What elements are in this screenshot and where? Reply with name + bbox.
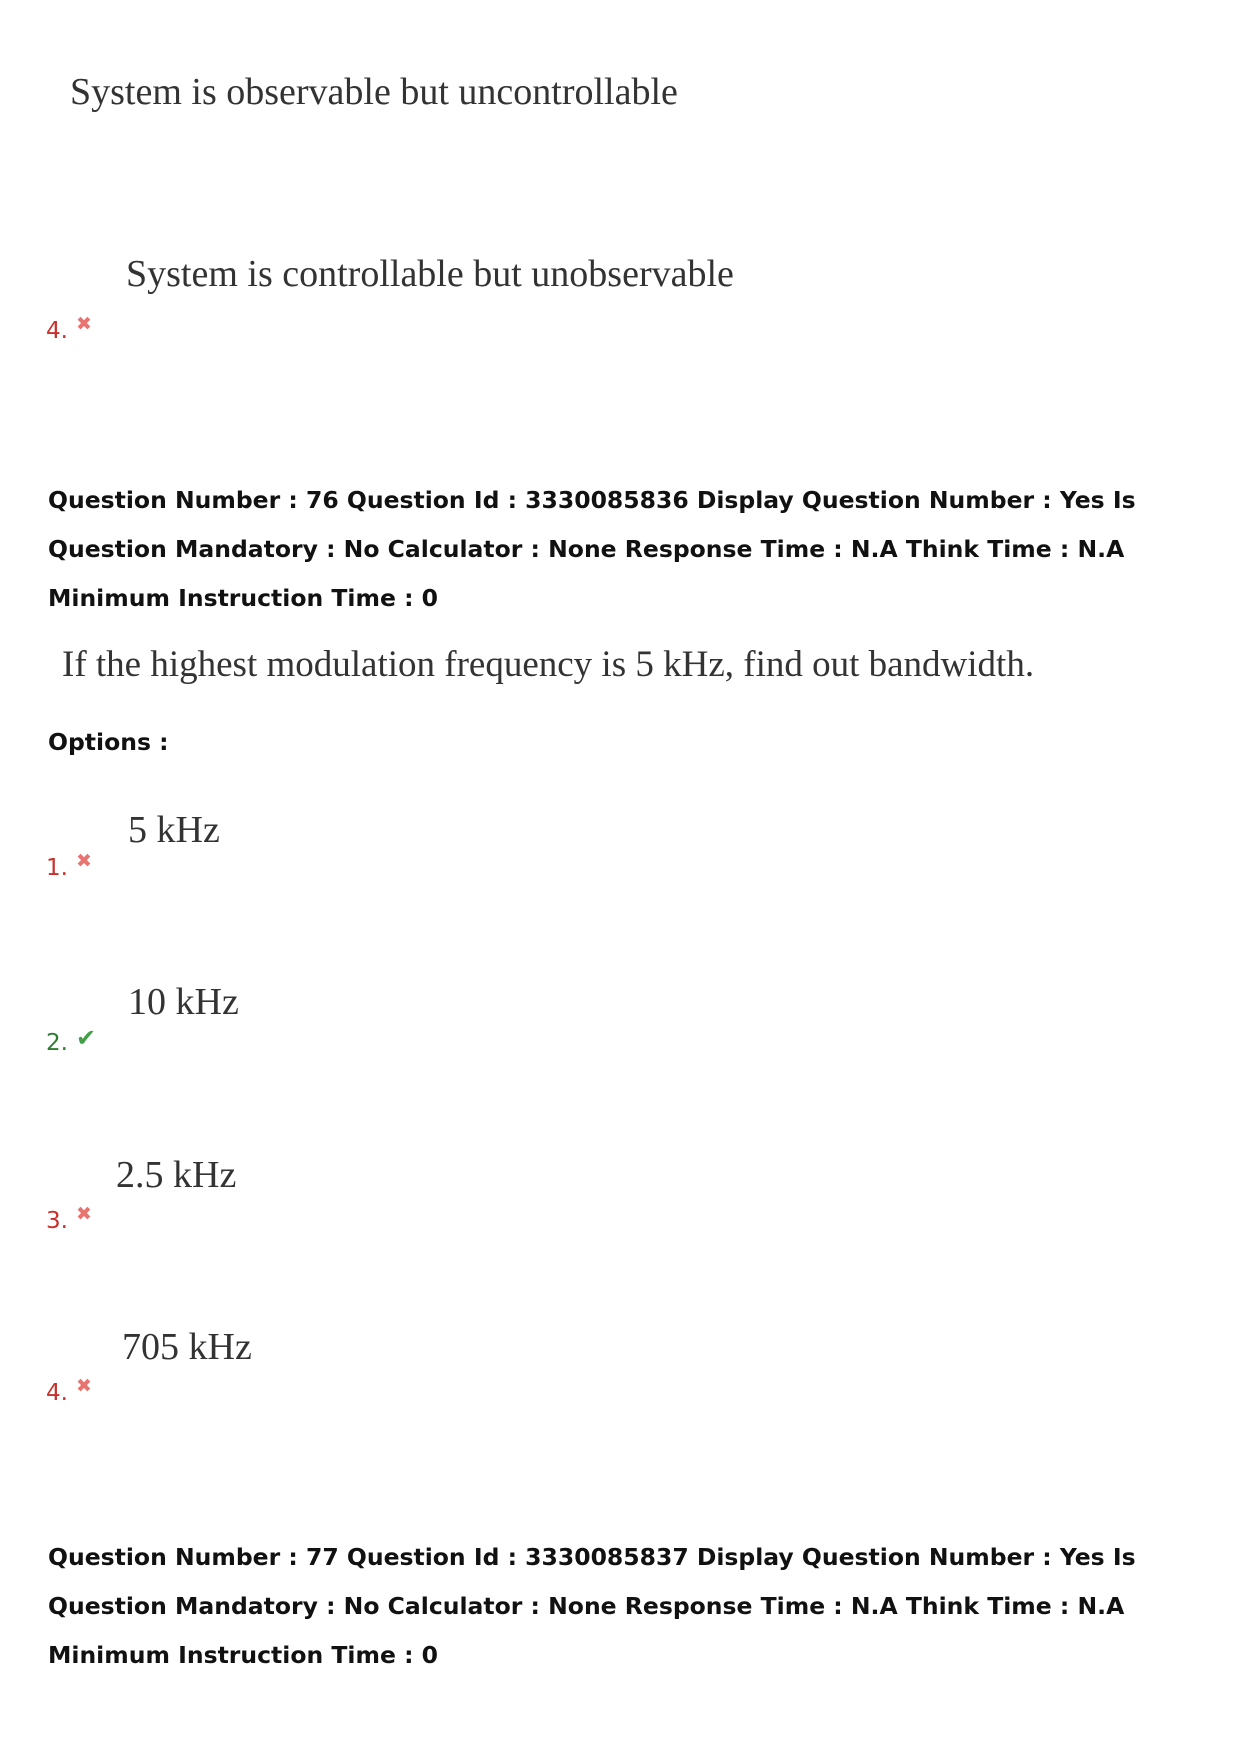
question-76-text: If the highest modulation frequency is 5 kHz, find out bandwidth.: [62, 644, 1035, 685]
option-number-label: 2.: [46, 1030, 68, 1056]
option-3-text: 2.5 kHz: [116, 1154, 237, 1196]
cross-mark-icon: ✖: [75, 1375, 92, 1397]
option-1-text: 5 kHz: [128, 809, 220, 851]
prev-option-4-number: [46, 313, 92, 344]
option-number-label: 4.: [46, 1380, 68, 1406]
option-3-number: [46, 1203, 92, 1234]
option-2-number: [46, 1024, 97, 1056]
cross-mark-icon: ✖: [75, 1203, 92, 1225]
option-number-label: 1.: [46, 855, 68, 881]
option-number-label: 4.: [46, 318, 68, 344]
option-1-number: [46, 850, 92, 881]
prev-option-3-text: System is observable but uncontrollable: [70, 71, 678, 113]
question-76-meta: Question Number : 76 Question Id : 3330085836 Display Question Number : Yes Is Question Mandatory : No Calculator : None Response Time : N.A Think Time : N.A Minimum Instruction Time : 0: [48, 486, 1136, 612]
option-4-text: 705 kHz: [122, 1326, 252, 1368]
question-77-meta: Question Number : 77 Question Id : 3330085837 Display Question Number : Yes Is Question Mandatory : No Calculator : None Response Time : N.A Think Time : N.A Minimum Instruction Time : 0: [48, 1543, 1136, 1669]
cross-mark-icon: ✖: [75, 850, 92, 872]
options-label: Options :: [48, 728, 169, 756]
option-4-number: [46, 1375, 92, 1406]
option-number-label: 3.: [46, 1208, 68, 1234]
prev-option-4-text: System is controllable but unobservable: [126, 253, 734, 295]
option-2-text: 10 kHz: [128, 981, 239, 1023]
cross-mark-icon: ✖: [75, 313, 92, 335]
check-mark-icon: ✔: [75, 1024, 97, 1052]
